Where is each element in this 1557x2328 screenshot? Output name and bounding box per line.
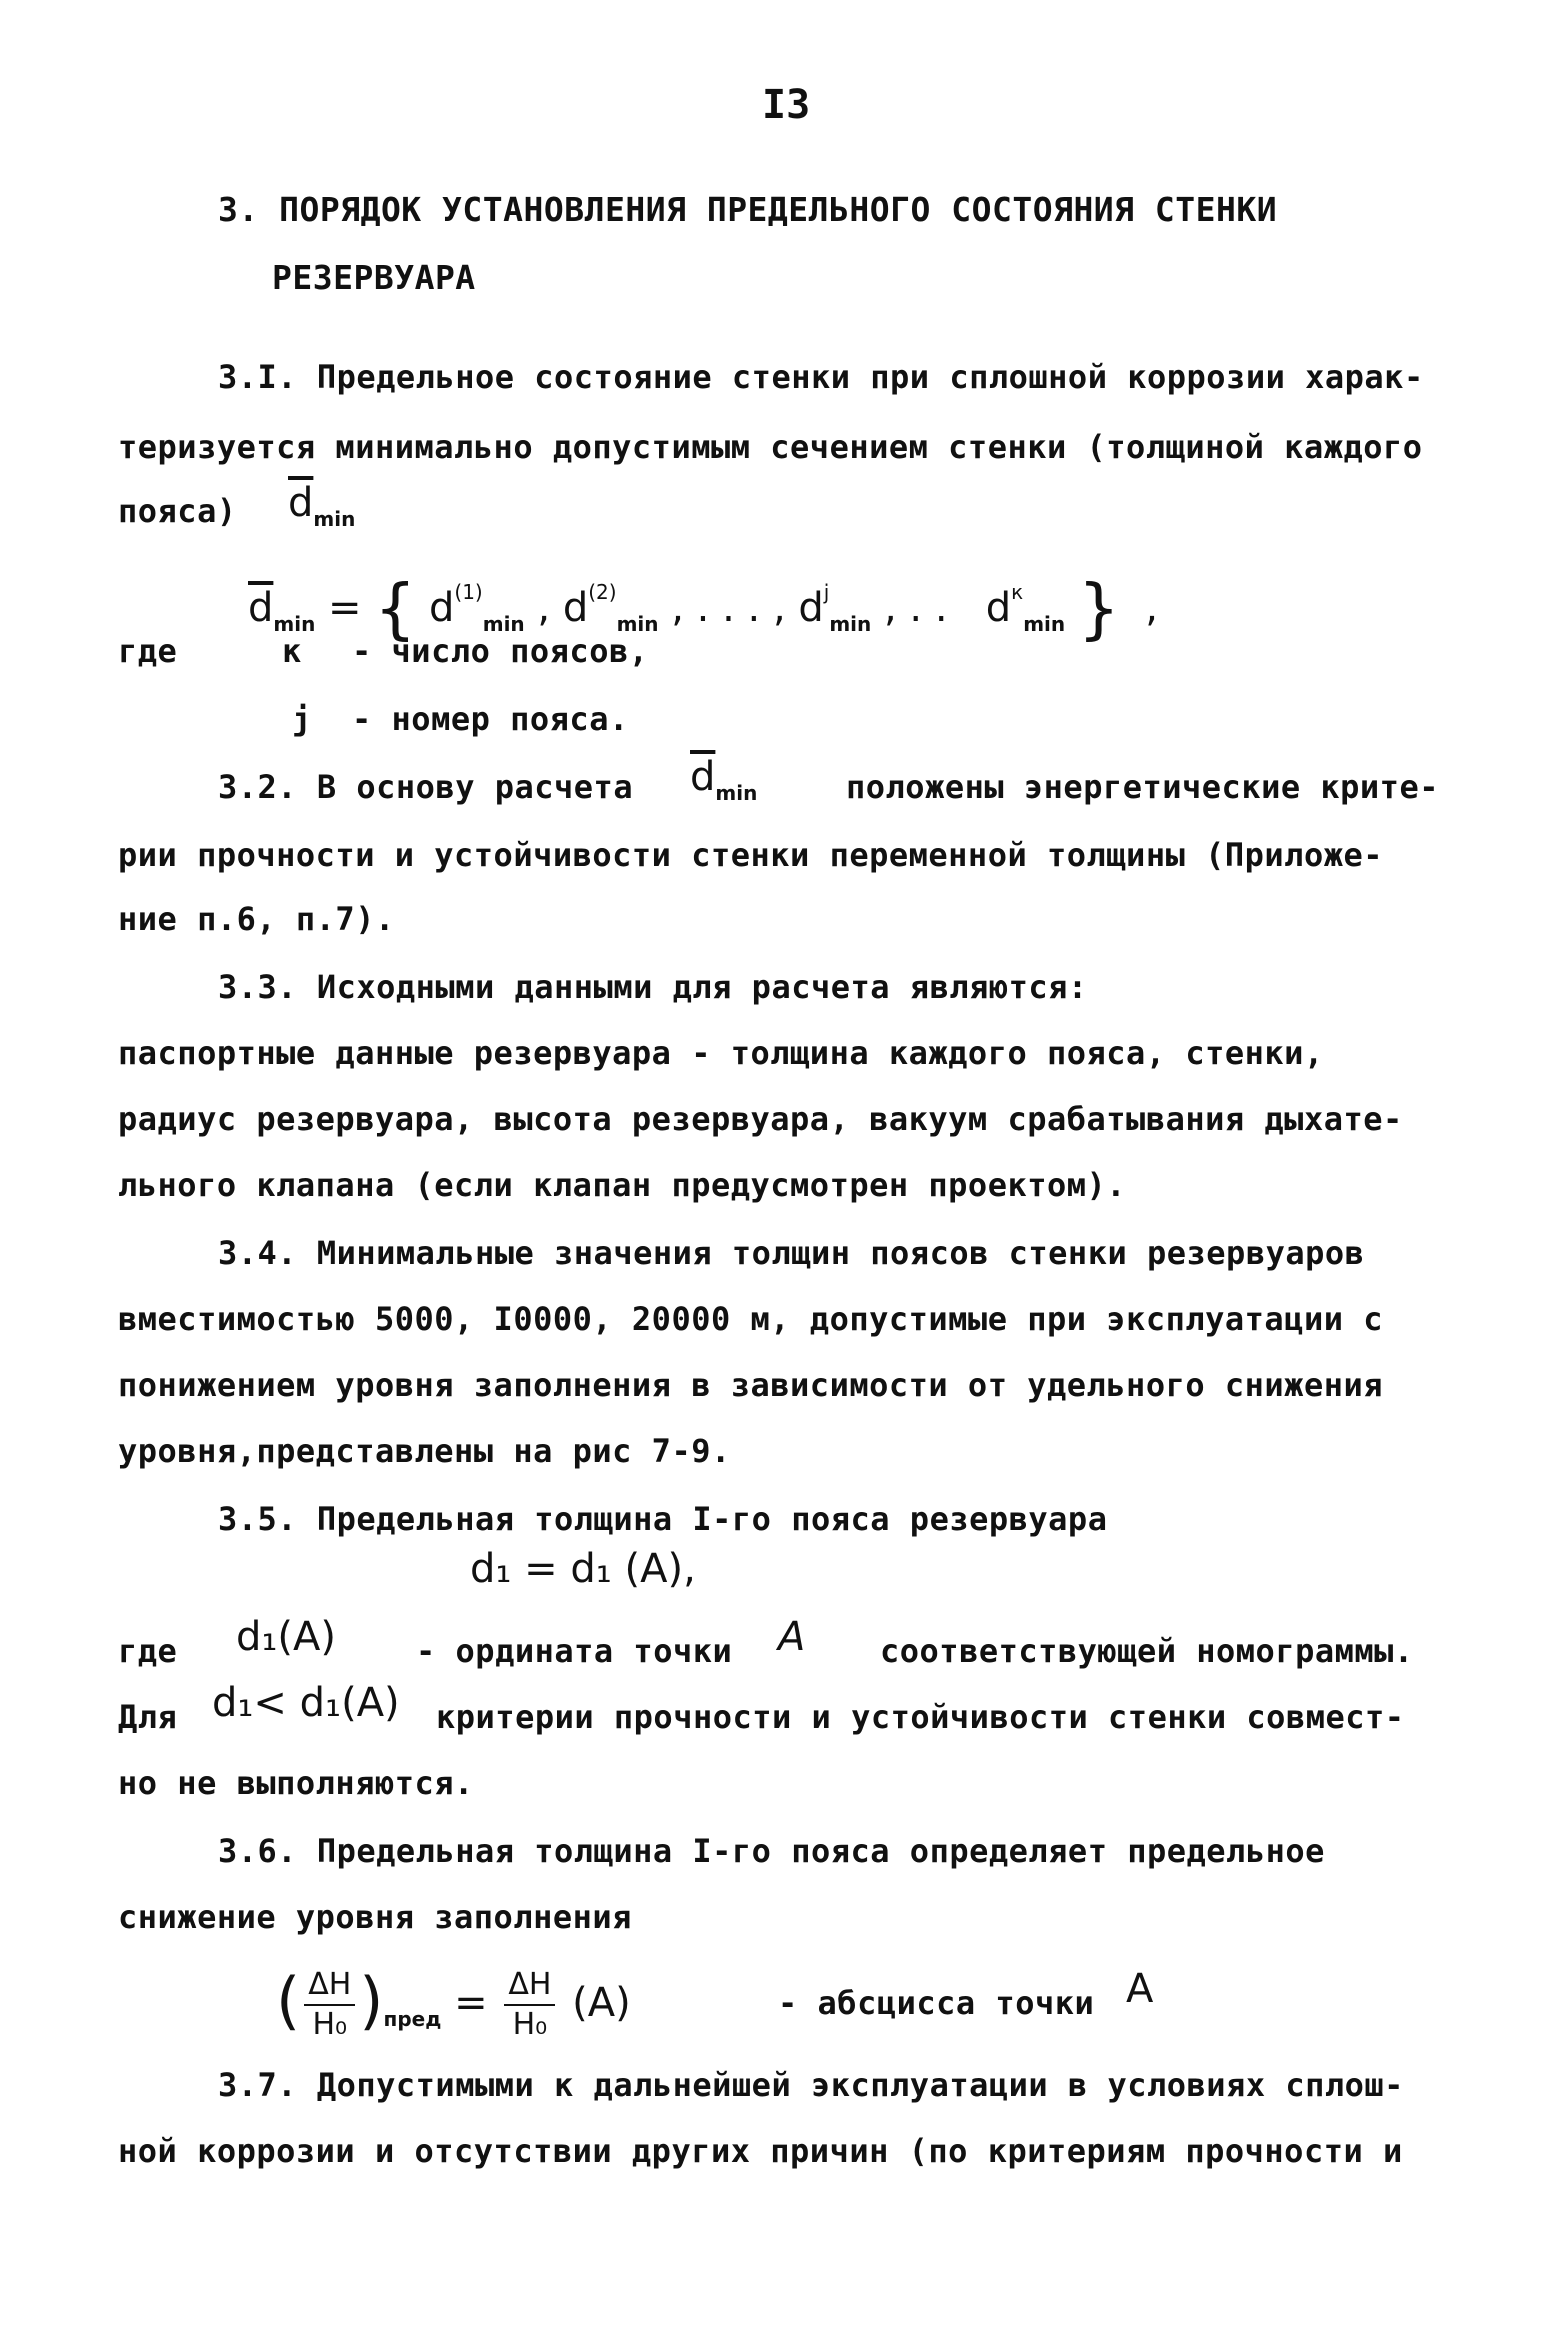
d1-inequality: d₁< d₁(A)	[212, 1680, 400, 1726]
p33-line-2: паспортные данные резервуара - толщина каждого пояса, стенки,	[118, 1034, 1324, 1072]
p36-point-a: A	[1126, 1966, 1154, 2012]
p35-line-1: 3.5. Предельная толщина I-го пояса резервуара	[218, 1500, 1108, 1538]
j-symbol: j	[292, 700, 312, 738]
p32-line-1a: 3.2. В основу расчета	[218, 768, 634, 806]
where-k-label: где	[118, 632, 178, 670]
k-symbol: к	[282, 632, 302, 670]
p34-line-1: 3.4. Минимальные значения толщин поясов стенки резервуаров	[218, 1234, 1365, 1272]
p35-def-text-a: - ордината точки	[416, 1632, 733, 1670]
p31-line-3: пояса)	[118, 492, 237, 530]
p33-line-1: 3.3. Исходными данными для расчета являются:	[218, 968, 1088, 1006]
p36-caption: - абсцисса точки	[778, 1984, 1095, 2022]
dmin-symbol-p32: $\overline{d}_{min}$	[690, 754, 758, 805]
p35-def-text-b: соответствующей номограммы.	[880, 1632, 1414, 1670]
dmin-formula: $\overline{d}_{min}$ = { $d^{(1)}_{min}$ , $d^{(2)}_{min}$ , . . . , $d^j_{min}$ , . . $d^к_{min}$ } ,	[248, 570, 1158, 647]
p32-line-1b: положены энергетические крите-	[846, 768, 1439, 806]
section-heading-line-2: РЕЗЕРВУАРА	[272, 258, 476, 297]
dmin-symbol: $\overline{d}_{min}$	[288, 480, 356, 531]
section-heading-line-1: 3. ПОРЯДОК УСТАНОВЛЕНИЯ ПРЕДЕЛЬНОГО СОСТОЯНИЯ СТЕНКИ	[218, 190, 1278, 229]
p35-line-3b: критерии прочности и устойчивости стенки совмест-	[436, 1698, 1405, 1736]
p32-line-3: ние п.6, п.7).	[118, 900, 395, 938]
j-definition: - номер пояса.	[352, 700, 629, 738]
p31-line-1: 3.I. Предельное состояние стенки при сплошной коррозии харак-	[218, 358, 1424, 396]
point-a-symbol: A	[778, 1614, 806, 1660]
p35-where-label: где	[118, 1632, 178, 1670]
p35-line-3a: Для	[118, 1698, 178, 1736]
p31-line-2: теризуется минимально допустимым сечением стенки (толщиной каждого	[118, 428, 1423, 466]
k-definition: - число поясов,	[352, 632, 649, 670]
d1-of-a-symbol: d₁(A)	[236, 1614, 336, 1660]
p34-line-3: понижением уровня заполнения в зависимости от удельного снижения	[118, 1366, 1383, 1404]
page-number: I3	[762, 82, 811, 128]
p36-formula: ( $\frac{\Delta H}{\text{H₀}}$ )$_{пред}$ = $\frac{\Delta H}{\text{H₀}}$ (A)	[276, 1964, 631, 2042]
p35-line-4: но не выполняются.	[118, 1764, 474, 1802]
p34-line-4: уровня,представлены на рис 7-9.	[118, 1432, 731, 1470]
p33-line-4: льного клапана (если клапан предусмотрен проектом).	[118, 1166, 1127, 1204]
p36-line-2: снижение уровня заполнения	[118, 1898, 632, 1936]
p34-line-2: вместимостью 5000, I0000, 20000 м, допустимые при эксплуатации с	[118, 1300, 1383, 1338]
p37-line-1: 3.7. Допустимыми к дальнейшей эксплуатации в условиях сплош-	[218, 2066, 1404, 2104]
p32-line-2: рии прочности и устойчивости стенки переменной толщины (Приложе-	[118, 836, 1383, 874]
p37-line-2: ной коррозии и отсутствии других причин (по критериям прочности и	[118, 2132, 1403, 2170]
p36-line-1: 3.6. Предельная толщина I-го пояса определяет предельное	[218, 1832, 1325, 1870]
p33-line-3: радиус резервуара, высота резервуара, вакуум срабатывания дыхате-	[118, 1100, 1403, 1138]
p35-formula: d₁ = d₁ (A),	[470, 1546, 696, 1592]
